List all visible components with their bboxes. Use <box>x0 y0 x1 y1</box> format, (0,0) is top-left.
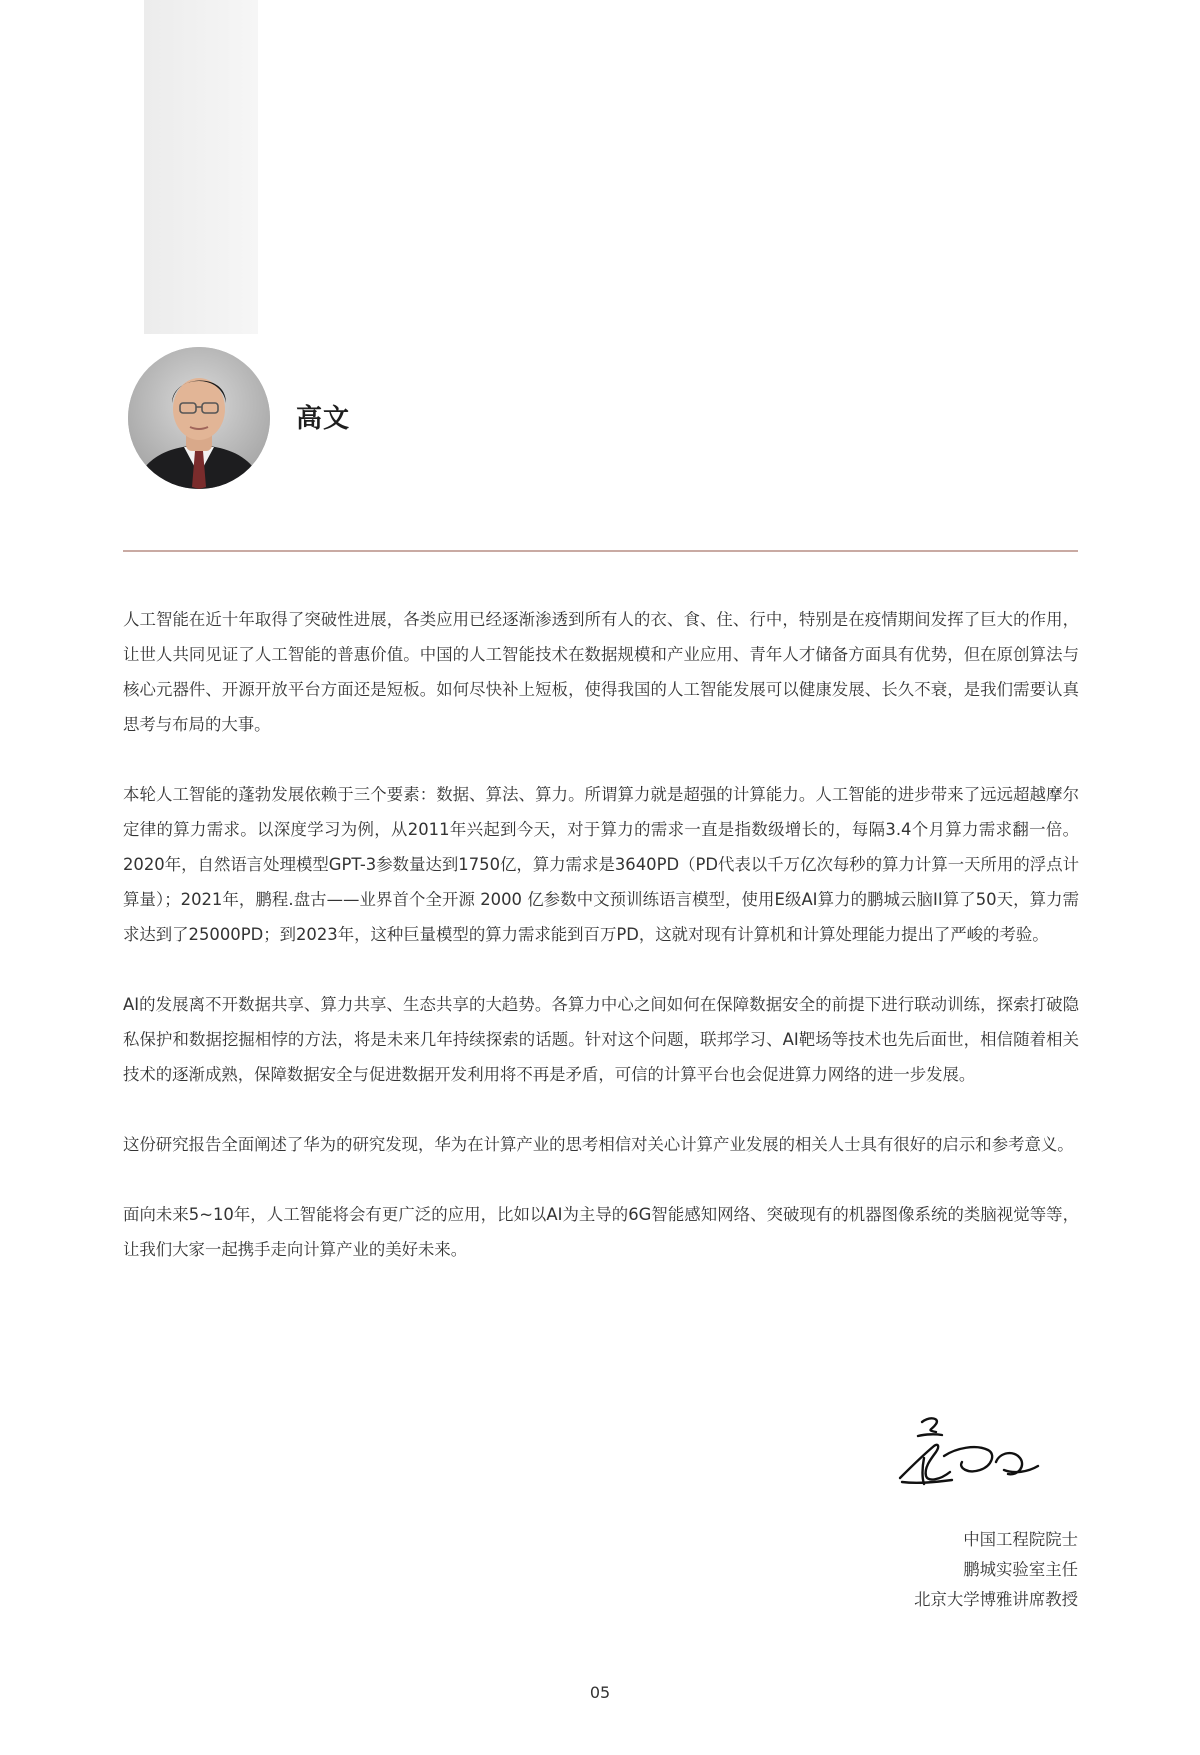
title-line: 鹏城实验室主任 <box>963 1560 1078 1579</box>
title-line: 北京大学博雅讲席教授 <box>914 1590 1078 1609</box>
paragraph: 人工智能在近十年取得了突破性进展，各类应用已经逐渐渗透到所有人的衣、食、住、行中，特别是在疫情期间发挥了巨大的作用，让世人共同见证了人工智能的普惠价值。中国的人工智能技术在数据规模和产业应用、青年人才储备方面具有优势，但在原创算法与核心元器件、开源开放平台方面还是短板。如何尽快补上短板，使得我国的人工智能发展可以健康发展、长久不衰，是我们需要认真思考与布局的大事。 <box>123 610 1079 734</box>
portrait-photo-icon <box>128 347 270 489</box>
handwritten-signature-icon <box>896 1412 1056 1516</box>
foreword-body <box>123 602 1079 1302</box>
author-portrait <box>128 347 270 489</box>
decorative-side-bar <box>144 0 258 334</box>
signature <box>896 1412 1056 1516</box>
paragraph: AI的发展离不开数据共享、算力共享、生态共享的大趋势。各算力中心之间如何在保障数据安全的前提下进行联动训练，探索打破隐私保护和数据挖掘相悖的方法，将是未来几年持续探索的话题。针对这个问题，联邦学习、AI靶场等技术也先后面世，相信随着相关技术的逐渐成熟，保障数据安全与促进数据开发利用将不再是矛盾，可信的计算平台也会促进算力网络的进一步发展。 <box>123 995 1079 1084</box>
paragraph: 本轮人工智能的蓬勃发展依赖于三个要素：数据、算法、算力。所谓算力就是超强的计算能力。人工智能的进步带来了远远超越摩尔定律的算力需求。以深度学习为例，从2011年兴起到今天，对于算力的需求一直是指数级增长的，每隔3.4个月算力需求翻一倍。2020年，自然语言处理模型GPT-3参数量达到1750亿，算力需求是3640PD（PD代表以千万亿次每秒的算力计算一天所用的浮点计算量）；2021年，鹏程.盘古——业界首个全开源 2000 亿参数中文预训练语言模型，使用E级AI算力的鹏城云脑II算了50天，算力需求达到了25000PD；到2023年，这种巨量模型的算力需求能到百万PD，这就对现有计算机和计算处理能力提出了严峻的考验。 <box>123 785 1079 944</box>
author-name: 高文 <box>296 404 351 434</box>
title-line: 中国工程院院士 <box>963 1530 1078 1549</box>
section-divider <box>123 550 1078 552</box>
paragraph: 面向未来5~10年，人工智能将会有更广泛的应用，比如以AI为主导的6G智能感知网络、突破现有的机器图像系统的类脑视觉等等，让我们大家一起携手走向计算产业的美好未来。 <box>123 1205 1079 1259</box>
author-titles <box>914 1525 1078 1615</box>
paragraph: 这份研究报告全面阐述了华为的研究发现，华为在计算产业的思考相信对关心计算产业发展的相关人士具有很好的启示和参考意义。 <box>123 1135 1074 1154</box>
page-number: 05 <box>589 1683 611 1702</box>
